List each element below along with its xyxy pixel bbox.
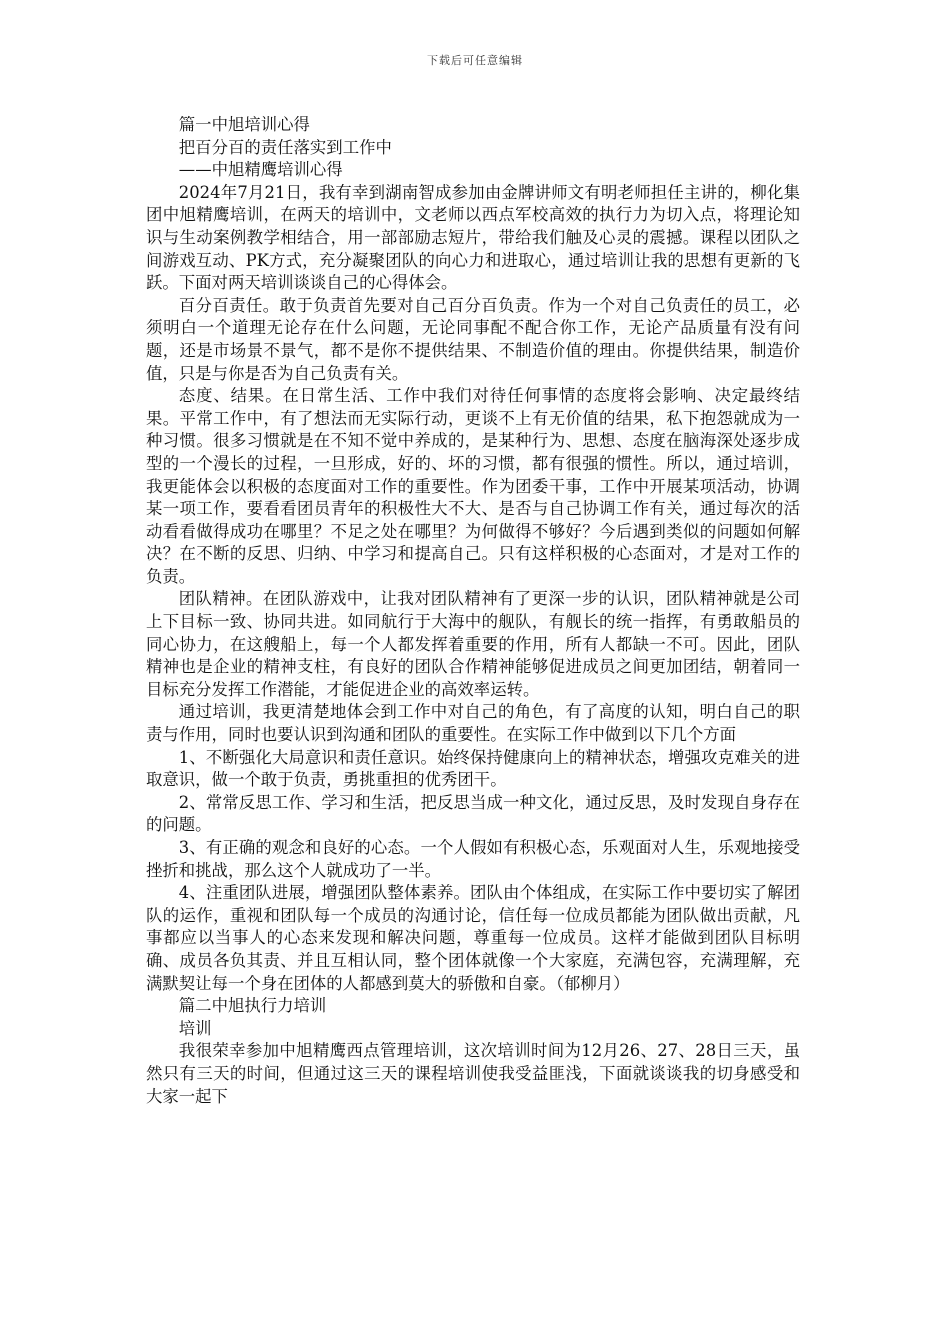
article-subtitle: ——中旭精鹰培训心得 [178, 160, 343, 180]
section-label-training: 培训 [178, 1018, 212, 1038]
list-item-3: 3、有正确的观念和良好的心态。一个人假如有积极心态，乐观面对人生，乐观地接受挫折和挑战，那么这个人就成功了一半。 [146, 838, 800, 880]
paragraph-team-spirit: 团队精神。在团队游戏中，让我对团队精神有了更深一步的认识，团队精神就是公司上下目标一致、协同共进。如同航行于大海中的舰队，有舰长的统一指挥，有勇敢船员的同心协力，在这艘船上，每一个人都发挥着重要的作用，所有人都缺一不可。因此，团队精神也是企业的精神支柱，有良好的团队合作精神能够促进成员之间更加团结，朝着同一目标充分发挥工作潜能，才能促进企业的高效率运转。 [146, 589, 800, 699]
paragraph-responsibility: 百分百责任。敢于负责首先要对自己百分百负责。作为一个对自己负责任的员工，必须明白一个道理无论存在什么问题，无论同事配不配合你工作，无论产品质量有没有问题，还是市场景不景气，都不是你不提供结果、不制造价值的理由。你提供结果，制造价值，只是与你是否为自己负责有关。 [146, 295, 800, 383]
list-item-1: 1、不断强化大局意识和责任意识。始终保持健康向上的精神状态，增强攻克难关的进取意识，做一个敢于负责，勇挑重担的优秀团干。 [146, 747, 800, 790]
page-header-note: 下载后可任意编辑 [427, 54, 523, 67]
paragraph-part-two-intro: 我很荣幸参加中旭精鹰西点管理培训，这次培训时间为12月26、27、28日三天，虽然只有三天的时间，但通过这三天的课程培训使我受益匪浅，下面就谈谈我的切身感受和大家一起下 [146, 1041, 800, 1106]
article-title: 把百分百的责任落实到工作中 [178, 137, 392, 157]
document-title-part-one: 篇一中旭培训心得 [178, 115, 310, 134]
paragraph-intro: 2024年7月21日，我有幸到湖南智成参加由金牌讲师文有明老师担任主讲的，柳化集团中旭精鹰培训，在两天的培训中，文老师以西点军校高效的执行力为切入点，将理论知识与生动案例教学相结合，用一部部励志短片，带给我们触及心灵的震撼。课程以团队之间游戏互动、PK方式，充分凝聚团队的向心力和进取心，通过培训让我的思想有更新的飞跃。下面对两天培训谈谈自己的心得体会。 [146, 182, 800, 293]
list-item-4: 4、注重团队进展，增强团队整体素养。团队由个体组成，在实际工作中要切实了解团队的运作，重视和团队每一个成员的沟通讨论，信任每一位成员都能为团队做出贡献，凡事都应以当事人的心态来发现和解决问题，尊重每一位成员。这样才能做到团队目标明确、成员各负其责、并且互相认同，整个团体就像一个大家庭，充满包容，充满理解，充满默契让每一个身在团体的人都感到莫大的骄傲和自豪。（郁柳月） [146, 883, 800, 993]
list-item-2: 2、常常反思工作、学习和生活，把反思当成一种文化，通过反思，及时发现自身存在的问题。 [146, 792, 800, 835]
document-body [146, 114, 800, 1108]
document-title-part-two: 篇二中旭执行力培训 [178, 996, 327, 1016]
paragraph-summary: 通过培训，我更清楚地体会到工作中对自己的角色，有了高度的认知，明白自己的职责与作用，同时也要认识到沟通和团队的重要性。在实际工作中做到以下几个方面 [146, 702, 800, 745]
paragraph-attitude: 态度、结果。在日常生活、工作中我们对待任何事情的态度将会影响、决定最终结果。平常工作中，有了想法而无实际行动，更谈不上有无价值的结果，私下抱怨就成为一种习惯。很多习惯就是在不知不觉中养成的，是某种行为、思想、态度在脑海深处逐步成型的一个漫长的过程，一旦形成，好的、坏的习惯，都有很强的惯性。所以，通过培训，我更能体会以积极的态度面对工作的重要性。作为团委干事，工作中开展某项活动，协调某一项工作，要看看团员青年的积极性大不大、是否与自己协调工作有关，通过每次的活动看看做得成功在哪里？不足之处在哪里？为何做得不够好？今后遇到类似的问题如何解决？在不断的反思、归纳、中学习和提高自己。只有这样积极的心态面对，才是对工作的负责。 [146, 386, 800, 586]
